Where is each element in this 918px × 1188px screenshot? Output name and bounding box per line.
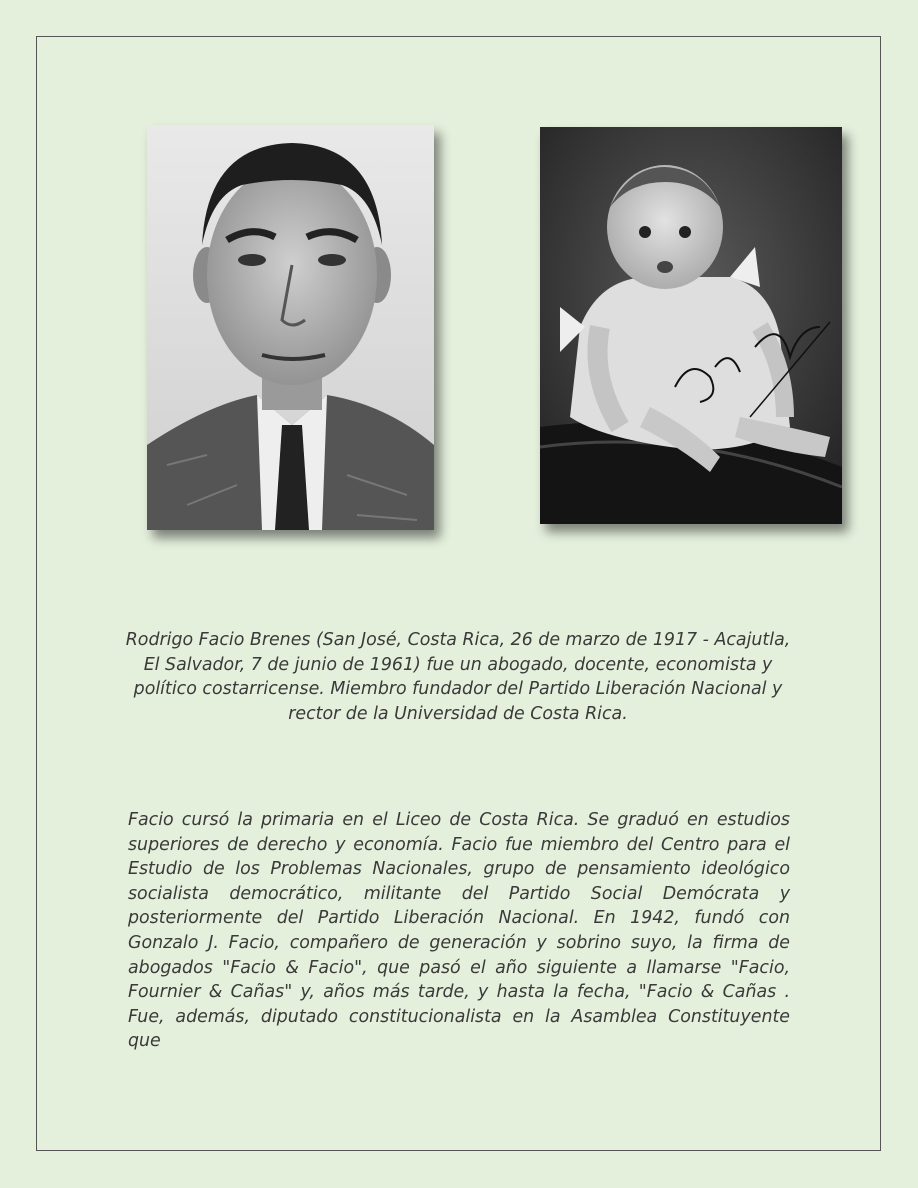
biography-paragraph: Facio cursó la primaria en el Liceo de Costa Rica. Se graduó en estudios superiores de derecho y economía. Facio fue miembro del Centro para el Estudio de los Problemas Nacionales, grupo de pensamiento ideológico socialista democrático, militante del Partido Social Demócrata y posteriormente del Partido Liberación Nacional. En 1942, fundó con Gonzalo J. Facio, compañero de generación y sobrino suyo, la firma de abogados "Facio & Facio", que pasó el año siguiente a llamarse "Facio, Fournier & Cañas" y, años más tarde, y hasta la fecha, "Facio & Cañas . Fue, además, diputado constitucionalista en la Asamblea Constituyente que	[128, 810, 790, 1052]
portrait-photo-icon	[147, 125, 434, 530]
adult-portrait-photo	[147, 125, 434, 530]
baby-photo-icon	[540, 127, 842, 524]
baby-portrait-photo	[540, 127, 842, 524]
photo-caption: Rodrigo Facio Brenes (San José, Costa Rica, 26 de marzo de 1917 - Acajutla, El Salvador, 7 de junio de 1961) fue un abogado, docente, economista y político costarricense. Miembro fundador del Partido Liberación Nacional y rector de la Universidad de Costa Rica.	[125, 630, 791, 724]
